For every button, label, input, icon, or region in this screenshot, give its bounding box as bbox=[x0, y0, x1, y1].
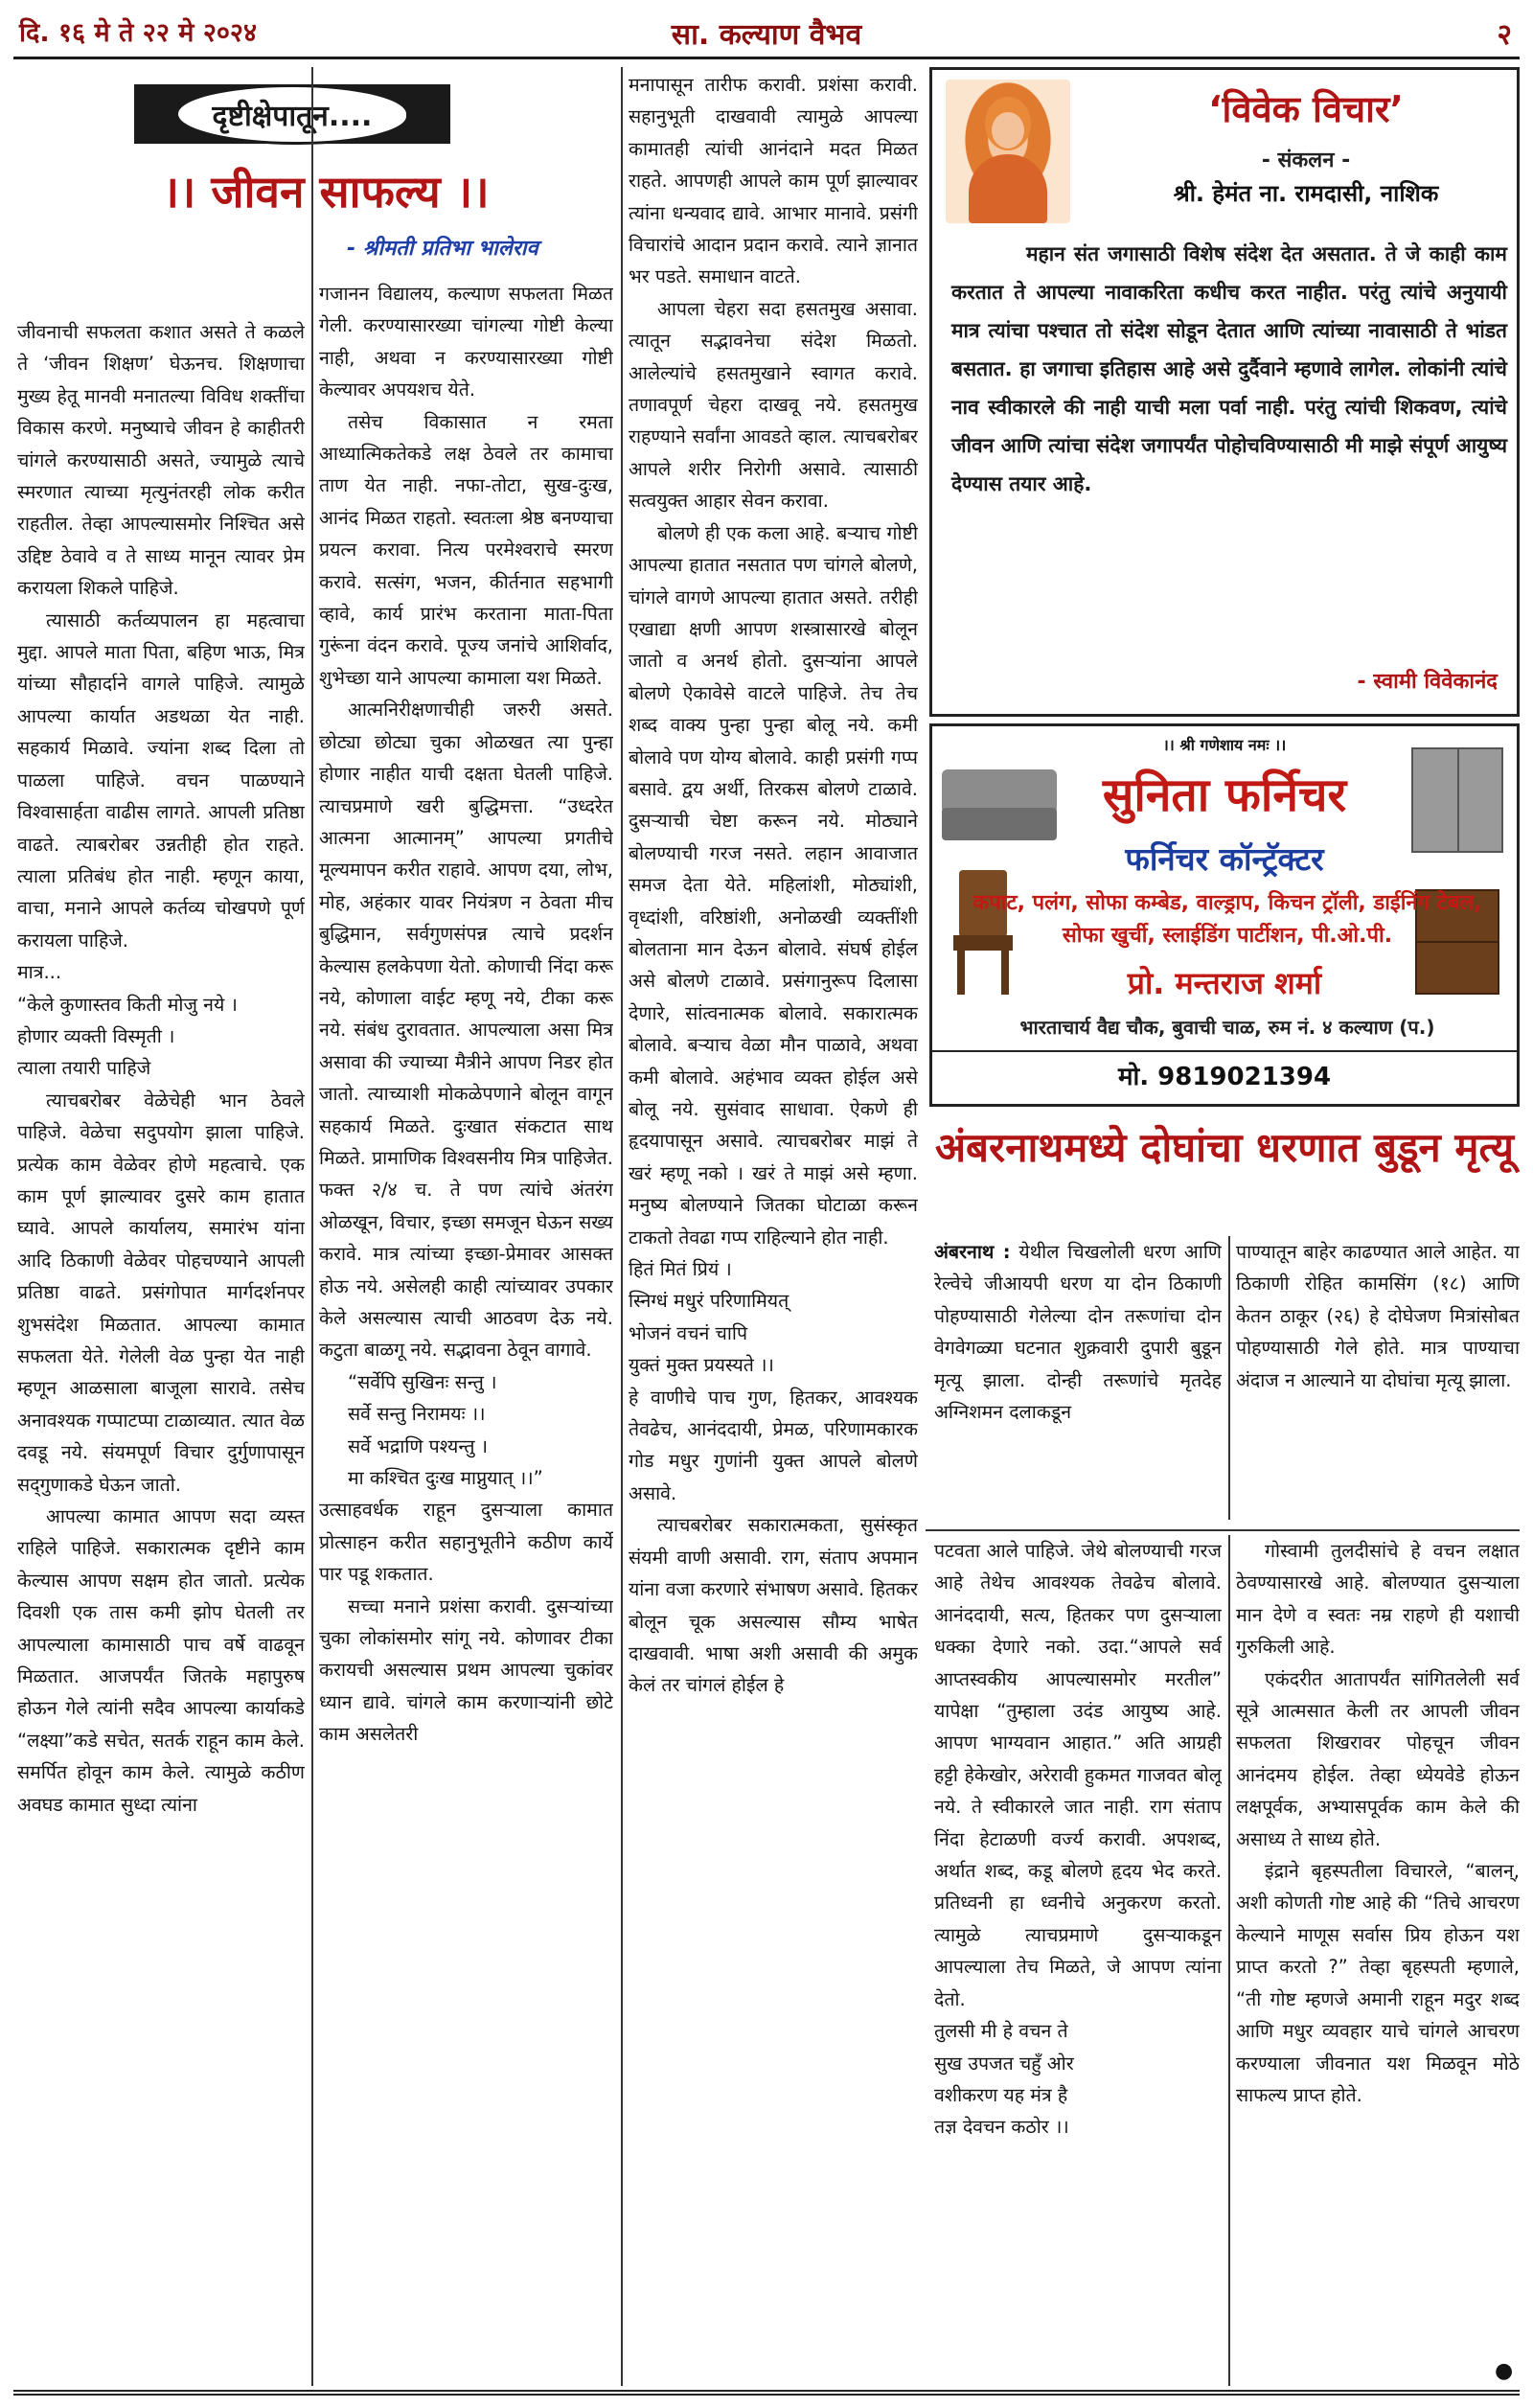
verse-line: मा कश्चित दुःख माप्नुयात् ।।” bbox=[348, 1467, 543, 1490]
compiler-label: - संकलन - bbox=[1261, 149, 1351, 172]
paragraph: त्यासाठी कर्तव्यपालन हा महत्वाचा मुद्दा. आपले माता पिता, बहिण भाऊ, मित्र यांच्या सौहार्दाने वागले पाहिजे. त्यामुळे आपल्या कार्यात अडथळा येत नाही. सहकार्य मिळावे. ज्यांना शब्द दिला तो पाळला पाहिजे. वचन पाळण्याने विश्वासार्हता वाढीस लागते. आपली प्रतिष्ठा वाढते. त्याबरोबर उन्नतीही होत राहते. त्याला प्रतिबंध होत नाही. म्हणून काया, वाचा, मनाने आपले कर्तव्य चोखपणे पूर्ण करायला पाहिजे. bbox=[17, 608, 305, 952]
paragraph: इंद्राने बृहस्पतीला विचारले, “बालन्, अशी कोणती गोष्ट आहे की “तिचे आचरण केल्याने माणूस सर्वास प्रिय होऊन यश प्राप्त करतो ?” तेव्हा बृहस्पती म्हणाले, “ती गोष्ट म्हणजे अमानी राहून मदुर शब्द आणि मधुर व्यवहार याचे चांगले आचरण करण्याला जीवनात यश मिळवून मोठे साफल्य प्राप्त होते. bbox=[1236, 1860, 1520, 2106]
page-number: २ bbox=[1497, 18, 1512, 52]
verse-line: तुलसी मी हे वचन ते bbox=[934, 2020, 1068, 2043]
verse-line: सुख उपजत चहुँ ओर bbox=[934, 2052, 1074, 2075]
verse-line: होणार व्यक्ती विस्मृती । bbox=[17, 1024, 175, 1047]
ad-address: भारताचार्य वैद्य चौक, बुवाची चाळ, रुम नं. ४ कल्याण (प.) bbox=[1019, 1016, 1435, 1039]
paragraph: आत्मनिरीक्षणाचीही जरुरी असते. छोट्या छोट्या चुका ओळखत त्या पुन्हा होणार नाहीत याची दक्षता घेतली पाहिजे. त्याचप्रमाणे खरी बुद्धिमत्ता. “उध्दरेत आत्मना आत्मानम्” आपल्या प्रगतीचे मूल्यमापन करीत राहावे. आपण दया, लोभ, मोह, अहंकार यावर नियंत्रण न ठेवता मीच बुद्धिमान, सर्वगुणसंपन्न त्याचे प्रदर्शन केल्यास हलकेपणा येतो. कोणाची निंदा करू नये, कोणाला वाईट म्हणू नये, टीका करू नये. संबंध दुरावतात. आपल्याला असा मित्र असावा की ज्याच्या मैत्रीने आपण निडर होत जातो. त्याच्याशी मोकळेपणाने बोलून वागून सहकार्य मिळते. दुःखात संकटात साथ मिळते. प्रामाणिक विश्वसनीय मित्र पाहिजेत. फक्त २/४ च. ते पण त्यांचे अंतरंग ओळखून, विचार, इच्छा समजून घेऊन सख्य करावे. मात्र त्यांच्या इच्छा-प्रेमावर आसक्त होऊ नये. असेलही काही त्यांच्यावर उपकार केले असल्यास त्याची आठवण देऊ नये. कटुता बाळगू नये. सद्भावना ठेवून वागावे. bbox=[319, 699, 613, 1362]
footer-rule bbox=[13, 2390, 1520, 2396]
section-banner-label: दृष्टीक्षेपातून.... bbox=[175, 84, 410, 145]
column-rule bbox=[311, 67, 313, 2386]
article-column-2 bbox=[319, 278, 613, 2386]
verse-line: हितं मितं प्रियं । bbox=[629, 1258, 732, 1281]
paragraph: एकंदरीत आतापर्यंत सांगितलेली सर्व सूत्रे आत्मसात केली तर आपली जीवन सफलता शिखरावर पोहचून जीवन आनंदमय होईल. तेव्हा ध्येयवेडे होऊन लक्षपूर्वक, अभ्यासपूर्वक काम केले की असाध्य ते साध्य होते. bbox=[1236, 1667, 1520, 1850]
paragraph: आपल्या कामात आपण सदा व्यस्त राहिले पाहिजे. सकारात्मक दृष्टीने काम केल्यास आपण सक्षम होत जातो. प्रत्येक दिवशी एक तास कमी झोप घेतली तर आपल्याला कामासाठी पाच वर्षे वाढवून मिळतात. आजपर्यंत जितके महापुरुष होऊन गेले त्यांनी सदैव आपल्या कार्याकडे “लक्ष्या”कडे सचेत, सतर्क राहून काम केले. समर्पित होवून काम केले. त्यामुळे कठीण अवघड कामात सुध्दा त्यांना bbox=[17, 1505, 305, 1816]
news-dateline: अंबरनाथ : bbox=[934, 1241, 1011, 1263]
verse-line: मात्र... bbox=[17, 961, 62, 984]
vivek-title: ‘विवेक विचार’ bbox=[1208, 88, 1404, 130]
article-title: ।। जीवन साफल्य ।। bbox=[162, 166, 490, 218]
verse-line: भोजनं वचनं चापि bbox=[629, 1321, 748, 1344]
news-column-1 bbox=[934, 1236, 1222, 1524]
verse-line: त्याला तयारी पाहिजे bbox=[17, 1057, 151, 1080]
paragraph: हे वाणीचे पाच गुण, हितकर, आवश्यक तेवढेच, आनंददायी, प्रेमळ, परिणामकारक गोड मधुर गुणांनी युक्त आपले बोलणे असावे. bbox=[629, 1386, 918, 1504]
swami-vivekananda-portrait bbox=[946, 80, 1070, 223]
paragraph: त्याचबरोबर वेळेचेही भान ठेवले पाहिजे. वेळेचा सदुपयोग झाला पाहिजे. प्रत्येक काम वेळेवर होणे महत्वाचे. एक काम पूर्ण झाल्यावर दुसरे काम हातात घ्यावे. आपले कार्यालय, समारंभ यांना आदि ठिकाणी वेळेवर पोहचण्याने आपली प्रतिष्ठा वाढते. प्रसंगोपात मार्गदर्शनपर शुभसंदेश मिळतात. आपल्या कामात सफलता येते. गेलेली वेळ पुन्हा येत नाही म्हणून आळसाला बाजूला सारावे. तसेच अनावश्यक गप्पाटप्पा टाळाव्यात. त्यात वेळ दवडू नये. संयमपूर्ण विचार दुर्गुणापासून सद्‍गुणाकडे घेऊन जातो. bbox=[17, 1089, 305, 1496]
ad-proprietor: प्रो. मन्तराज शर्मा bbox=[1127, 965, 1322, 1001]
paragraph: मनापासून तारीफ करावी. प्रशंसा करावी. सहानुभूती दाखवावी त्यामुळे आपल्या कामातही त्यांची आनंदाने मदत मिळत राहते. आपणही आपले काम पूर्ण झाल्यावर त्यांना धन्यवाद द्यावे. आभार मानावे. प्रसंगी विचारांचे आदान प्रदान करावे. त्याने ज्ञानात भर पडते. समाधान वाटते. bbox=[629, 74, 918, 288]
verse-line: सर्वे भद्राणि पश्यन्तु । bbox=[348, 1434, 489, 1457]
news-paragraph: पाण्यातून बाहेर काढण्यात आले आहेत. या ठिकाणी रोहित कामसिंग (१८) आणि केतन ठाकूर (२६) हे दोघेजण मित्रांसोबत पोहण्यासाठी गेले होते. मात्र पाण्याचा अंदाज न आल्याने या दोघांचा मृत्यू झाला. bbox=[1236, 1241, 1520, 1391]
verse-line: तज्ञ देवचन कठोर ।। bbox=[934, 2116, 1069, 2139]
vivek-signature: - स्वामी विवेकानंद bbox=[1357, 670, 1498, 694]
end-bullet: ● bbox=[1495, 2359, 1514, 2383]
ad-items: कपाट, पलंग, सोफा कम्बेड, वाल्ड्राप, किचन ट्रॉली, डाईनिंग टेबल, सोफा खुर्ची, स्लाईडिंग पार्टीशन, पी.ओ.पी. bbox=[972, 891, 1482, 948]
paragraph: पटवता आले पाहिजे. जेथे बोलण्याची गरज आहे तेथेच आवश्यक तेवढेच बोलावे. आनंददायी, सत्य, हितकर पण दुसऱ्याला धक्का देणारे नको. उदा.“आपले सर्व आप्तस्वकीय आपल्यासमोर मरतील” यापेक्षा “तुम्हाला उदंड आयुष्य आहे. आपण भाग्यवान आहात.” अति आग्रही हट्टी हेकेखोर, अरेरावी हुकमत गाजवत बोलू नये. ते स्वीकारले जात नाही. राग संताप निंदा हेटाळणी वर्ज्य करावी. अपशब्द, अर्थात शब्द, कडू बोलणे हृदय भेद करते. प्रतिध्वनी हा ध्वनीचे अनुकरण करतो. त्यामुळे त्याचप्रमाणे दुसऱ्याकडून आपल्याला तेच मिळते, जे आपण त्यांना देतो. bbox=[934, 1540, 1222, 2010]
section-rule bbox=[926, 1529, 1520, 1531]
column-rule bbox=[1228, 1236, 1230, 1520]
vivek-quote: महान संत जगासाठी विशेष संदेश देत असतात. ते जे काही काम करतात ते आपल्या नावाकरिता कधीच करत नाहीत. परंतु त्यांचे अनुयायी मात्र त्यांचा पश्चात तो संदेश सोडून देतात आणि त्यांच्या नावासाठी ते भांडत बसतात. हा जगाचा इतिहास आहे असे दुर्दैवाने म्हणावे लागेल. लोकांनी त्यांचे नाव स्वीकारले की नाही याची मला पर्वा नाही. परंतु त्यांची शिकवण, त्यांचे जीवन आणि त्यांचा संदेश जगापर्यंत पोहोचविण्यासाठी मी माझे संपूर्ण आयुष्य देण्यास तयार आहे. bbox=[951, 242, 1507, 495]
verse-line: “सर्वेपि सुखिनः सन्तु । bbox=[348, 1370, 497, 1393]
news-text: येथील चिखलोली धरण आणि रेल्वेचे जीआयपी धरण या दोन ठिकाणी पोहण्यासाठी गेलेल्या दोन तरूणांचा दोन वेगवेगळ्या घटनात शुक्रवारी दुपारी बुडून मृत्यू झाला. दोन्ही तरूणांचे मृतदेह अग्निशमन दलाकडून bbox=[934, 1241, 1222, 1424]
vivek-body bbox=[951, 235, 1507, 503]
ad-shop-name: सुनिता फर्निचर bbox=[1102, 768, 1347, 822]
vivek-vichar-box bbox=[929, 67, 1520, 717]
verse-line: स्निग्धं मधुरं परिणामियत् bbox=[629, 1290, 789, 1313]
paragraph: उत्साहवर्धक राहून दुसऱ्याला कामात प्रोत्साहन करीत सहानुभूतीने कठीण कार्ये पार पडू शकतात. bbox=[319, 1499, 613, 1586]
paragraph: जीवनाची सफलता कशात असते ते कळले ते ‘जीवन शिक्षण’ घेऊनच. शिक्षणाचा मुख्य हेतू मानवी मनातल्या विविध शक्तींचा विकास करणे. मनुष्याचे जीवन हे काहीतरी चांगले करण्यासाठी असते, ज्यामुळे त्याचे स्मरणात त्याच्या मृत्युनंतरही लोक करीत राहतील. तेव्हा आपल्यासमोर निश्चित असे उद्दिष्ट ठेवावे व ते साध्य मानून त्यावर प्रेम करायला शिकले पाहिजे. bbox=[17, 321, 305, 600]
ad-tagline: फर्निचर कॉन्ट्रॅक्टर bbox=[1125, 840, 1324, 878]
furniture-advertisement bbox=[929, 723, 1520, 1107]
issue-date: दि. १६ मे ते २२ मे २०२४ bbox=[19, 18, 257, 48]
paragraph: तसेच विकासात न रमता आध्यात्मिकतेकडे लक्ष ठेवले तर कामाचा ताण येत नाही. नफा-तोटा, सुख-दुःख, आनंद मिळत राहतो. स्वतःला श्रेष्ठ बनण्याचा प्रयत्न करावा. नित्य परमेश्वराचे स्मरण करावे. सत्संग, भजन, कीर्तनात सहभागी व्हावे, कार्य प्रारंभ करताना माता-पिता गुरूंना वंदन करावे. पूज्य जनांचे आशिर्वाद, शुभेच्छा याने आपल्या कामाला यश मिळते. bbox=[319, 410, 613, 689]
article-column-5 bbox=[1236, 1535, 1520, 2388]
article-column-4 bbox=[934, 1535, 1222, 2388]
compiler-name: श्री. हेमंत ना. रामदासी, नाशिक bbox=[1173, 180, 1439, 207]
paragraph: त्याचबरोबर सकारात्मकता, सुसंस्कृत संयमी वाणी असावी. राग, संताप अपमान यांना वजा करणारे संभाषण असावे. हितकर बोलून चूक असल्यास सौम्य भाषेत दाखवावी. भाषा अशी असावी की अमुक केलं तर चांगलं होईल हे bbox=[629, 1514, 918, 1697]
ad-divider bbox=[932, 1050, 1517, 1052]
verse-line: “केले कुणास्तव किती मोजु नये । bbox=[17, 993, 238, 1016]
ad-phone: मो. 9819021394 bbox=[1117, 1063, 1332, 1091]
masthead bbox=[13, 6, 1520, 59]
article-column-3 bbox=[629, 69, 918, 2388]
news-paragraph bbox=[934, 1236, 1222, 1428]
paper-name: सा. कल्याण वैभव bbox=[671, 18, 862, 52]
paragraph: आपला चेहरा सदा हसतमुख असावा. त्यातून सद्भावनेचा संदेश मिळतो. आलेल्यांचे हसतमुखाने स्वागत करावे. तणावपूर्ण चेहरा दाखवू नये. हसतमुख राहण्याने सर्वांना आवडते व्हाल. त्याचबरोबर आपले शरीर निरोगी असावे. त्यासाठी सत्वयुक्त आहार सेवन करावा. bbox=[629, 297, 918, 513]
news-headline: अंबरनाथमध्ये दोघांचा धरणात बुडून मृत्यू bbox=[934, 1124, 1515, 1171]
verse-line: युक्तं मुक्त प्रयस्यते ।। bbox=[629, 1354, 774, 1377]
article-column-1 bbox=[17, 316, 305, 2386]
news-column-2 bbox=[1236, 1236, 1520, 1524]
verse-line: सर्वे सन्तु निरामयः ।। bbox=[348, 1403, 486, 1426]
paragraph: गोस्वामी तुलदीसांचे हे वचन लक्षात ठेवण्यासारखे आहे. बोलण्यात दुसऱ्याला मान देणे व स्वतः नम्र राहणे ही यशाची गुरुकिली आहे. bbox=[1236, 1540, 1520, 1659]
verse-line: वशीकरण यह मंत्र है bbox=[934, 2083, 1068, 2106]
article-byline: - श्रीमती प्रतिभा भालेराव bbox=[347, 237, 538, 261]
paragraph: बोलणे ही एक कला आहे. बऱ्याच गोष्टी आपल्या हातात नसतात पण चांगले बोलणे, चांगले वागणे आपल्या हातात असते. तरीही एखाद्या क्षणी आपण शस्त्रासारखे बोलून जातो व अनर्थ होतो. दुसऱ्यांना आपले बोलणे ऐकावेसे वाटले पाहिजे. तेच तेच शब्द वाक्य पुन्हा पुन्हा बोलू नये. कमी बोलावे पण योग्य बोलावे. काही प्रसंगी गप्प बसावे. द्वय अर्थी, तिरकस बोलणे टाळावे. दुसऱ्याची चेष्टा करून नये. मोठ्याने बोलण्याची गरज नसते. लहान आवाजात समज देता येते. महिलांशी, मोठ्यांशी, वृध्दांशी, वरिष्ठांशी, अनोळखी व्यक्तींशी बोलताना मान देऊन बोलावे. संघर्ष होईल असे बोलणे टाळावे. प्रसंगानुरूप दिलासा देणारे, सांत्वनात्मक बोलावे. सकारात्मक बोलावे. बऱ्याच वेळा मौन पाळावे, अथवा कमी बोलावे. अहंभाव व्यक्त होईल असे बोलू नये. सुसंवाद साधावा. ऐकणे ही हृदयापासून असावे. त्याचबरोबर माझं ते खरं म्हणू नको । खरं ते माझं असे म्हणा. मनुष्य बोलण्याने जितका घोटाळा करून टाकतो तेवढा गप्प राहिल्याने होत नाही. bbox=[629, 521, 918, 1249]
section-banner bbox=[134, 84, 450, 144]
paragraph: गजानन विद्यालय, कल्याण सफलता मिळत गेली. करण्यासारख्या चांगल्या गोष्टी केल्या नाही, अथवा न करण्यासारख्या गोष्टी केल्यावर अपयशच येते. bbox=[319, 283, 613, 401]
column-rule bbox=[1228, 1535, 1230, 2386]
column-rule bbox=[621, 67, 623, 2386]
paragraph: सच्चा मनाने प्रशंसा करावी. दुसऱ्यांच्या चुका लोकांसमोर सांगू नये. कोणावर टीका करायची असल्यास प्रथम आपल्या चुकांवर ध्यान द्यावे. चांगले काम करणाऱ्यांनी छोटे काम असलेतरी bbox=[319, 1594, 613, 1746]
ad-invocation: ।। श्री गणेशाय नमः ।। bbox=[1162, 736, 1287, 754]
